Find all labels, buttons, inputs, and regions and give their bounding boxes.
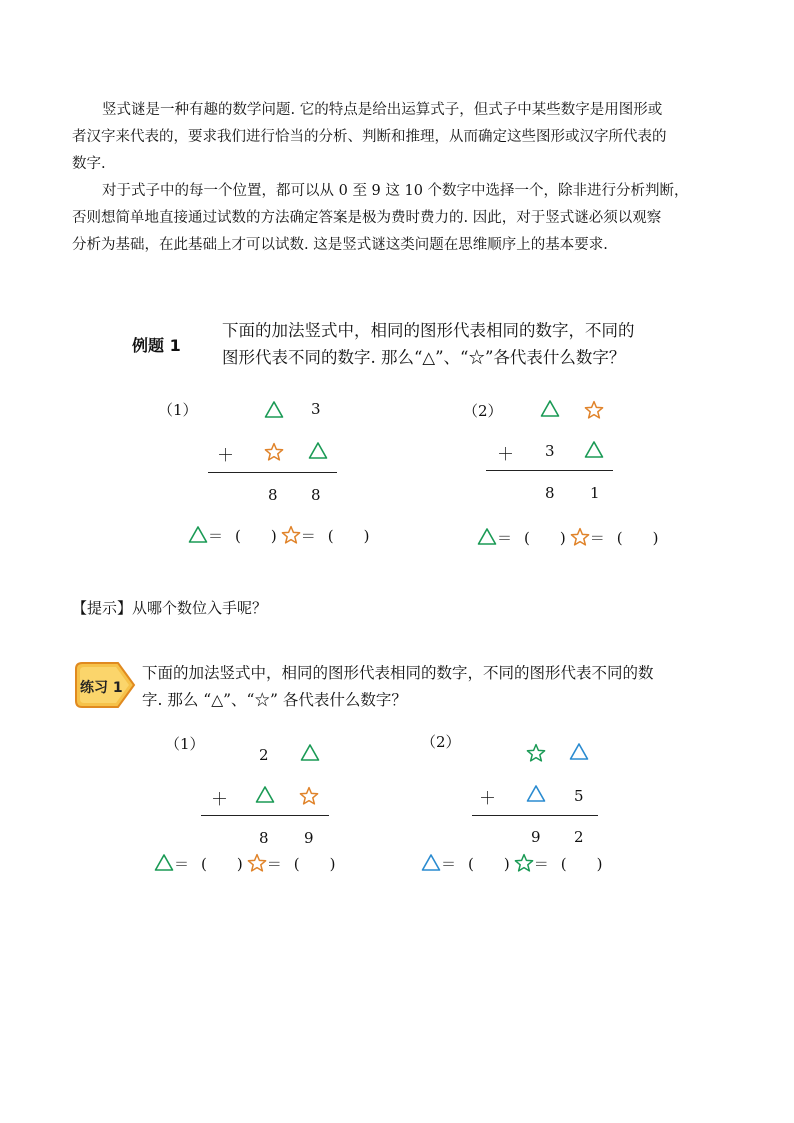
digit: 9 [531,828,541,846]
example-label: 例题 1 [132,336,181,355]
triangle-icon [540,399,560,419]
paren-close: ) [329,855,336,873]
triangle-icon [477,527,497,547]
plus-sign: ＋ [497,445,514,465]
equals-sign: ＝ [533,855,549,873]
paren-open: ( [468,855,474,873]
triangle-icon [255,785,275,805]
practice-badge-label: 练习 1 [80,680,123,696]
triangle-icon [188,525,208,545]
paren-open: ( [235,527,241,545]
paren-close: ) [236,855,243,873]
sum-line [486,470,613,471]
paren-open: ( [293,855,300,873]
answer-row [421,853,602,874]
digit: 2 [259,746,269,764]
equals-sign: ＝ [208,527,224,545]
paren-close: ) [363,527,370,545]
digit: 2 [574,828,584,846]
triangle-icon [569,742,589,762]
example-text [222,317,742,371]
star-icon [514,853,534,873]
sum-line [472,815,598,816]
equals-sign: ＝ [441,855,457,873]
digit: 3 [311,400,321,418]
equals-sign: ＝ [174,855,190,873]
triangle-icon [154,853,174,873]
paren-open: ( [327,527,334,545]
sum-line [208,472,337,473]
star-icon [247,853,267,873]
plus-sign: ＋ [217,446,234,466]
paren-close: ) [652,529,659,547]
practice-text [142,660,742,714]
equals-sign: ＝ [589,529,605,547]
digit: 1 [590,484,600,502]
equals-sign: ＝ [300,527,316,545]
practice-text-line: 下面的加法竖式中，相同的图形代表相同的数字，不同的图形代表不同的数 [142,664,654,682]
paren-open: ( [201,855,207,873]
triangle-icon [421,853,441,873]
paren-open: ( [560,855,567,873]
intro-line: 数字. [72,156,106,172]
digit: 8 [311,486,321,504]
digit: 5 [574,787,584,805]
triangle-icon [308,441,328,461]
triangle-icon [584,440,604,460]
example-text-line: 下面的加法竖式中，相同的图形代表相同的数字，不同的 [222,321,635,340]
plus-sign: ＋ [211,790,228,810]
intro-line: 对于式子中的每一个位置，都可以从 0 至 9 这 10 个数字中选择一个，除非进行分析判断， [102,183,689,199]
hint-text: 【提示】从哪个数位入手呢？ [72,599,268,617]
paren-close: ) [503,855,510,873]
practice-text-line: 字. 那么 “△”、“☆” 各代表什么数字？ [142,691,407,709]
equals-sign: ＝ [266,855,282,873]
triangle-icon [526,784,546,804]
intro-line: 分析为基础，在此基础上才可以试数. 这是竖式谜这类问题在思维顺序上的基本要求. [72,237,608,253]
answer-row [477,527,658,548]
answer-row [154,853,335,874]
intro-line: 者汉字来代表的，要求我们进行恰当的分析、判断和推理，从而确定这些图形或汉字所代表的 [72,129,667,145]
star-icon [570,527,590,547]
star-icon [526,743,546,763]
problem-number: （2） [421,733,461,751]
star-icon [264,442,284,462]
equals-sign: ＝ [497,529,513,547]
example-text-line: 图形代表不同的数字. 那么“△”、“☆”各代表什么数字？ [222,348,626,367]
problem-number: （1） [158,401,198,419]
star-icon [281,525,301,545]
triangle-icon [300,743,320,763]
digit: 8 [268,486,278,504]
sum-line [201,815,329,816]
paren-close: ) [270,527,277,545]
triangle-icon [264,400,284,420]
paren-close: ) [559,529,566,547]
digit: 8 [545,484,555,502]
intro-section [72,97,736,259]
paren-open: ( [524,529,530,547]
answer-row [188,525,369,546]
plus-sign: ＋ [479,789,496,809]
digit: 8 [259,829,269,847]
star-icon [584,400,604,420]
digit: 3 [545,442,555,460]
digit: 9 [304,829,314,847]
paren-close: ) [596,855,603,873]
paren-open: ( [616,529,623,547]
intro-line: 否则想简单地直接通过试数的方法确定答案是极为费时费力的. 因此，对于竖式谜必须以观察 [72,210,662,226]
problem-number: （1） [165,735,205,753]
intro-line: 竖式谜是一种有趣的数学问题. 它的特点是给出运算式子，但式子中某些数字是用图形或 [102,102,663,118]
problem-number: （2） [463,402,503,420]
star-icon [299,786,319,806]
